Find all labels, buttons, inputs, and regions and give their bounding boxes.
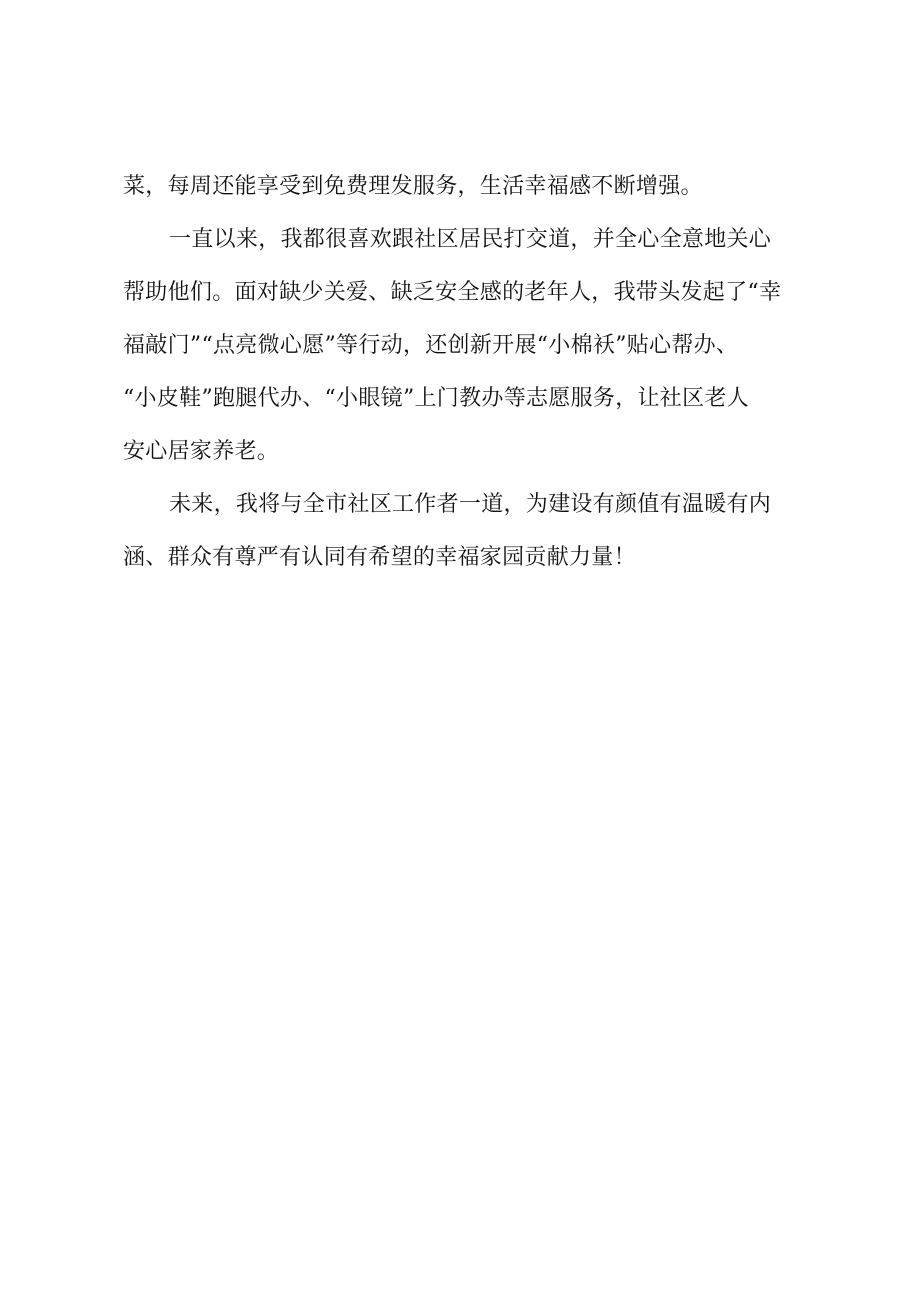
text-line: 帮助他们。面对缺少关爱、缺乏安全感的老年人，我带头发起了“幸 — [123, 280, 782, 305]
paragraph-future — [123, 478, 813, 584]
text-line: “小皮鞋”跑腿代办、“小眼镜”上门教办等志愿服务，让社区老人 — [123, 386, 749, 411]
text-line: 未来，我将与全市社区工作者一道，为建设有颜值有温暖有内 — [169, 492, 772, 517]
text-line: 安心居家养老。 — [123, 439, 280, 464]
text-line: 一直以来，我都很喜欢跟社区居民打交道，并全心全意地关心 — [169, 227, 772, 252]
paragraph-community-service — [123, 213, 813, 478]
document-body — [123, 160, 813, 584]
paragraph-continuation — [123, 160, 813, 213]
text-line: 福敲门”“点亮微心愿”等行动，还创新开展“小棉袄”贴心帮办、 — [123, 333, 739, 358]
text-line: 菜，每周还能享受到免费理发服务，生活幸福感不断增强。 — [123, 174, 703, 199]
text-line: 涵、群众有尊严有认同有希望的幸福家园贡献力量！ — [123, 545, 636, 570]
